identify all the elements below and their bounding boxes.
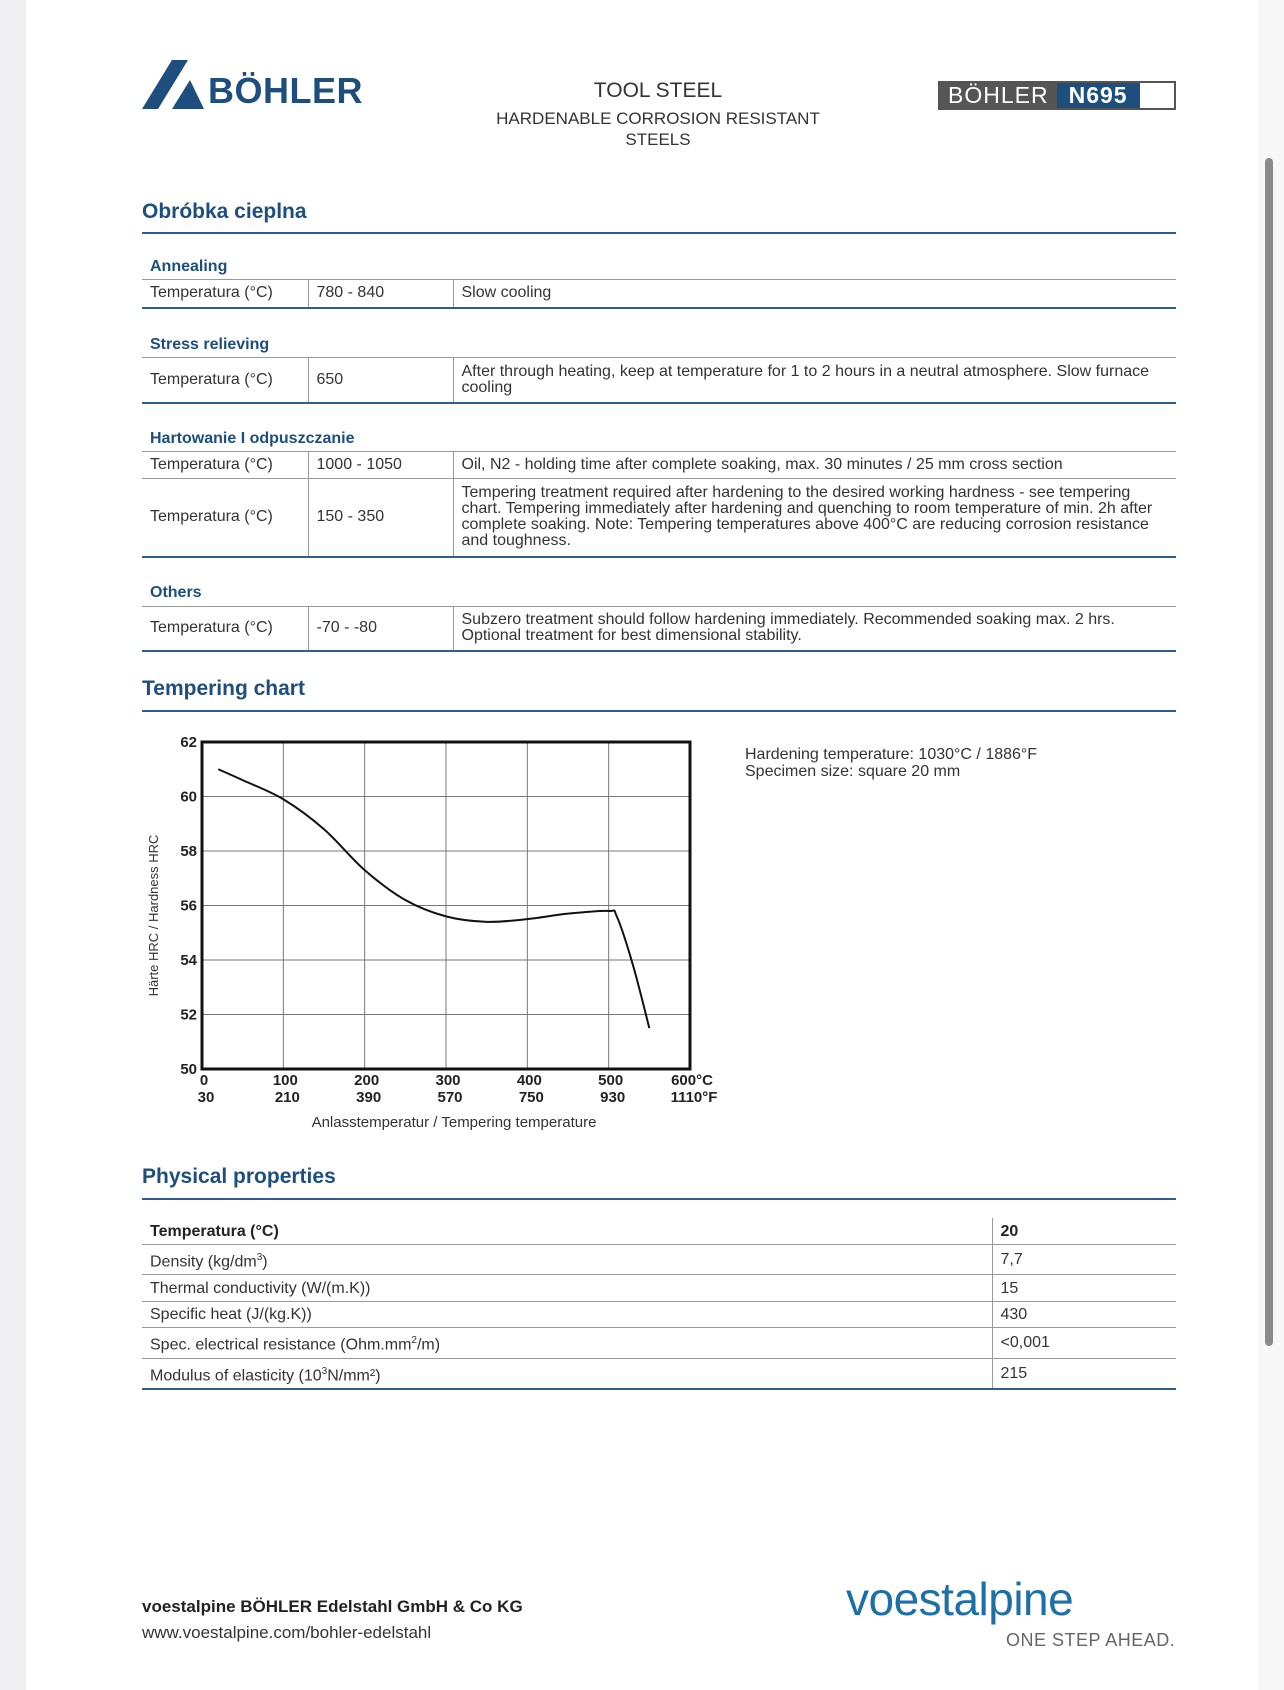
table-row xyxy=(142,1358,1176,1389)
doc-subtitle-line2: STEELS xyxy=(625,130,691,149)
heat-treatment-title: Obróbka cieplna xyxy=(142,200,307,223)
badge-end xyxy=(1140,83,1174,108)
property-value: 215 xyxy=(992,1358,1176,1389)
y-tick-labels xyxy=(180,734,197,1078)
property-label xyxy=(142,1275,992,1302)
physical-properties-table xyxy=(142,1218,1176,1390)
value-cell: 150 - 350 xyxy=(308,479,453,557)
property-value: 7,7 xyxy=(992,1245,1176,1275)
hardening-temperature-note: Hardening temperature: 1030°C / 1886°F xyxy=(745,746,1038,763)
footer-tagline: ONE STEP AHEAD. xyxy=(1006,1630,1176,1650)
header-value: 20 xyxy=(992,1218,1176,1245)
badge-grade: N695 xyxy=(1057,83,1140,108)
grade-badge xyxy=(938,81,1176,110)
x-tick-label-celsius: 100 xyxy=(272,1072,298,1089)
param-cell: Temperatura (°C) xyxy=(142,479,308,557)
header-label: Temperatura (°C) xyxy=(150,1222,279,1240)
y-tick-label: 50 xyxy=(180,1061,197,1078)
property-label xyxy=(142,1301,992,1328)
annealing-title: Annealing xyxy=(150,258,228,275)
y-axis-label: Härte HRC / Hardness HRC xyxy=(146,834,161,997)
property-label xyxy=(142,1328,992,1358)
table-row xyxy=(142,280,1176,308)
param-cell: Temperatura (°C) xyxy=(142,358,308,403)
hardening-table xyxy=(142,451,1176,558)
note-cell: Subzero treatment should follow hardening immediately. Recommended soaking max. 2 hrs. Optional treatment for best dimensional stability. xyxy=(453,607,1176,651)
doc-type: TOOL STEEL xyxy=(593,79,723,102)
others-table xyxy=(142,606,1176,652)
y-tick-label: 52 xyxy=(180,1006,197,1024)
property-label xyxy=(142,1245,992,1275)
chart-note xyxy=(745,746,1037,780)
section-rule xyxy=(142,1198,1176,1200)
y-tick-label: 54 xyxy=(180,952,197,969)
tempering-chart xyxy=(142,728,722,1138)
property-label-sup: 3 xyxy=(321,1365,328,1377)
stress-relieving-title: Stress relieving xyxy=(150,336,270,353)
footer-company: voestalpine BÖHLER Edelstahl GmbH & Co KG xyxy=(142,1597,523,1616)
y-tick-label: 58 xyxy=(180,843,197,860)
table-row xyxy=(142,452,1176,479)
x-tick-label-fahrenheit: 1110°F xyxy=(670,1089,718,1106)
others-title: Others xyxy=(150,584,202,601)
annealing-table xyxy=(142,279,1176,309)
voestalpine-logo: voestalpine xyxy=(846,1573,1074,1625)
param-cell: Temperatura (°C) xyxy=(142,452,308,479)
x-tick-labels xyxy=(198,1072,718,1106)
hardening-title: Hartowanie I odpuszczanie xyxy=(150,430,355,447)
x-tick-label-fahrenheit: 750 xyxy=(518,1089,544,1106)
physical-properties-title: Physical properties xyxy=(142,1165,336,1188)
x-axis-label: Anlasstemperatur / Tempering temperature xyxy=(311,1114,597,1131)
table-header-row xyxy=(142,1218,1176,1245)
note-cell: Oil, N2 - holding time after complete soaking, max. 30 minutes / 25 mm cross section xyxy=(453,452,1176,479)
property-label-tail: N/mm²) xyxy=(327,1366,381,1384)
logo-text: BÖHLER xyxy=(208,70,363,111)
x-tick-label-celsius: 0 xyxy=(199,1072,209,1089)
stress-relieving-table xyxy=(142,357,1176,404)
table-row xyxy=(142,607,1176,651)
y-tick-label: 56 xyxy=(180,897,197,915)
note-cell: Tempering treatment required after hardening to the desired working hardness - see tempering chart. Tempering immediately after hardening and quenching to room temperature of min. 2h after complete soaking. Note: Tempering temperatures above 400°C are reducing corrosion resistance and toughness. xyxy=(453,479,1176,557)
value-cell: 780 - 840 xyxy=(308,280,453,308)
property-label-text: Specific heat (J/(kg.K)) xyxy=(150,1306,312,1324)
property-label-text: Spec. electrical resistance (Ohm.mm xyxy=(150,1336,412,1354)
property-label-text: Density (kg/dm xyxy=(150,1253,257,1271)
y-tick-label: 60 xyxy=(180,788,197,806)
x-tick-label-fahrenheit: 930 xyxy=(600,1089,626,1106)
property-value: <0,001 xyxy=(992,1328,1176,1358)
table-row xyxy=(142,1275,1176,1302)
x-tick-label-celsius: 600°C xyxy=(671,1072,713,1089)
property-value: 430 xyxy=(992,1301,1176,1328)
property-label-tail: ) xyxy=(262,1253,268,1271)
table-row xyxy=(142,358,1176,403)
property-value: 15 xyxy=(992,1275,1176,1302)
x-tick-label-fahrenheit: 390 xyxy=(356,1089,382,1106)
table-row xyxy=(142,1245,1176,1275)
tempering-chart-title: Tempering chart xyxy=(142,677,305,700)
property-label-text: Thermal conductivity (W/(m.K)) xyxy=(150,1279,371,1297)
value-cell: -70 - -80 xyxy=(308,607,453,651)
note-cell: Slow cooling xyxy=(453,280,1176,308)
x-tick-label-celsius: 300 xyxy=(435,1072,461,1089)
section-rule xyxy=(142,710,1176,712)
value-cell: 650 xyxy=(308,358,453,403)
section-rule xyxy=(142,232,1176,234)
table-row xyxy=(142,1328,1176,1358)
note-cell: After through heating, keep at temperature for 1 to 2 hours in a neutral atmosphere. Slow furnace cooling xyxy=(453,358,1176,403)
x-tick-label-fahrenheit: 30 xyxy=(197,1089,215,1106)
property-label-tail: /m) xyxy=(416,1336,441,1354)
value-cell: 1000 - 1050 xyxy=(308,452,453,479)
property-label-sup: 2 xyxy=(411,1335,417,1347)
y-tick-label: 62 xyxy=(180,734,197,751)
document-header xyxy=(440,80,876,150)
param-cell: Temperatura (°C) xyxy=(142,280,308,308)
x-tick-label-celsius: 400 xyxy=(516,1072,542,1089)
x-tick-label-fahrenheit: 210 xyxy=(274,1089,300,1106)
property-label xyxy=(142,1358,992,1389)
table-row xyxy=(142,479,1176,557)
table-row xyxy=(142,1301,1176,1328)
doc-subtitle-line1: HARDENABLE CORROSION RESISTANT xyxy=(496,109,820,128)
param-cell: Temperatura (°C) xyxy=(142,607,308,651)
x-tick-label-celsius: 200 xyxy=(354,1072,380,1089)
specimen-size-note: Specimen size: square 20 mm xyxy=(745,763,961,780)
footer-url[interactable]: www.voestalpine.com/bohler-edelstahl xyxy=(142,1623,432,1642)
property-label-text: Modulus of elasticity (10 xyxy=(150,1366,322,1384)
chart-grid xyxy=(202,742,690,1069)
x-tick-label-celsius: 500 xyxy=(598,1072,624,1089)
property-label-sup: 3 xyxy=(256,1252,263,1263)
badge-brand: BÖHLER xyxy=(940,83,1057,108)
scrollbar-thumb[interactable] xyxy=(1265,158,1273,1346)
x-tick-label-fahrenheit: 570 xyxy=(437,1089,463,1106)
